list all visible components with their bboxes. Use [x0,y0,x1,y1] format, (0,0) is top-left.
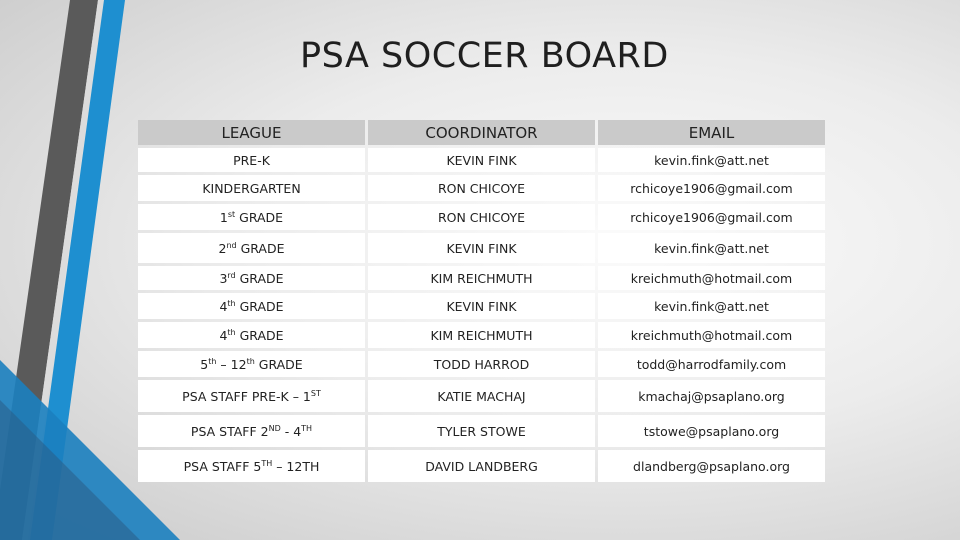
league-superscript: th [208,356,217,366]
league-cell [138,266,365,290]
league-text: PSA STAFF 5 [183,458,262,474]
email-cell [598,175,825,201]
coordinator-name: KEVIN FINK [446,240,517,256]
league-superscript: nd [226,240,237,250]
header-league: LEAGUE [138,120,365,145]
coordinator-name: RON CHICOYE [437,180,526,196]
email-address: dlandberg@psaplano.org [633,458,790,474]
league-text: PSA STAFF PRE-K – 1 [182,388,311,404]
league-cell [138,175,365,201]
league-text: GRADE [235,209,284,225]
coordinator-cell [368,148,595,172]
league-text: PRE-K [233,152,270,168]
coordinator-cell [368,351,595,377]
league-superscript: rd [227,270,236,280]
email-address: todd@harrodfamily.com [636,356,787,372]
league-text: 4 [219,298,228,314]
table-header-row [138,120,825,145]
header-coordinator: COORDINATOR [368,120,595,145]
email-address: kmachaj@psaplano.org [638,388,785,404]
email-cell [598,322,825,348]
league-text: GRADE [254,356,303,372]
coordinator-name: KIM REICHMUTH [430,327,533,343]
league-text: GRADE [235,327,284,343]
email-address: kreichmuth@hotmail.com [630,270,793,286]
coordinator-name: KATIE MACHAJ [437,388,526,404]
table-row [138,415,825,447]
league-text: 4 [219,327,228,343]
coordinator-name: RON CHICOYE [437,209,526,225]
email-cell [598,415,825,447]
league-cell [138,204,365,230]
email-address: kevin.fink@att.net [654,152,769,168]
league-text: 2 [218,240,227,256]
soccer-board-table [135,117,828,485]
email-address: rchicoye1906@gmail.com [630,180,793,196]
league-text: 1 [219,209,228,225]
league-text: - 4 [280,423,302,439]
coordinator-name: KEVIN FINK [446,298,517,314]
league-text: 3 [219,270,228,286]
league-superscript: th [227,327,236,337]
league-cell [138,148,365,172]
league-cell [138,293,365,319]
page-title: PSA SOCCER BOARD [300,36,669,76]
coordinator-name: KEVIN FINK [446,152,517,168]
coordinator-name: TYLER STOWE [437,423,526,439]
league-superscript: th [227,298,236,308]
league-superscript: TH [261,458,273,468]
email-address: rchicoye1906@gmail.com [630,209,793,225]
table-row [138,293,825,319]
league-superscript: ST [310,388,321,398]
league-text: PSA STAFF 2 [190,423,269,439]
table-row [138,233,825,263]
league-text: 5 [200,356,209,372]
coordinator-name: DAVID LANDBERG [425,458,538,474]
league-superscript: st [227,209,236,219]
league-cell [138,351,365,377]
table-row [138,450,825,482]
league-cell [138,450,365,482]
email-cell [598,148,825,172]
coordinator-cell [368,266,595,290]
email-cell [598,266,825,290]
coordinator-name: KIM REICHMUTH [430,270,533,286]
coordinator-cell [368,175,595,201]
league-cell [138,380,365,412]
header-email: EMAIL [598,120,825,145]
coordinator-cell [368,204,595,230]
email-cell [598,204,825,230]
league-cell [138,322,365,348]
coordinator-name: TODD HARROD [433,356,530,372]
league-superscript: TH [301,423,313,433]
coordinator-cell [368,450,595,482]
email-cell [598,351,825,377]
coordinator-cell [368,233,595,263]
table-row [138,322,825,348]
table-row [138,351,825,377]
league-superscript: th [246,356,255,366]
league-superscript: ND [268,423,281,433]
coordinator-cell [368,322,595,348]
table-row [138,175,825,201]
table-row [138,266,825,290]
email-address: kreichmuth@hotmail.com [630,327,793,343]
coordinator-cell [368,293,595,319]
league-text: – 12 [216,356,247,372]
table-row [138,148,825,172]
email-address: kevin.fink@att.net [654,298,769,314]
email-cell [598,293,825,319]
coordinator-cell [368,415,595,447]
email-address: tstowe@psaplano.org [643,423,780,439]
table-row [138,380,825,412]
coordinator-cell [368,380,595,412]
league-cell [138,233,365,263]
league-text: GRADE [235,270,284,286]
table-row [138,204,825,230]
league-text: – 12TH [272,458,320,474]
email-cell [598,380,825,412]
email-address: kevin.fink@att.net [654,240,769,256]
league-text: KINDERGARTEN [202,180,301,196]
email-cell [598,450,825,482]
league-text: GRADE [235,298,284,314]
league-text: GRADE [236,240,285,256]
email-cell [598,233,825,263]
league-cell [138,415,365,447]
